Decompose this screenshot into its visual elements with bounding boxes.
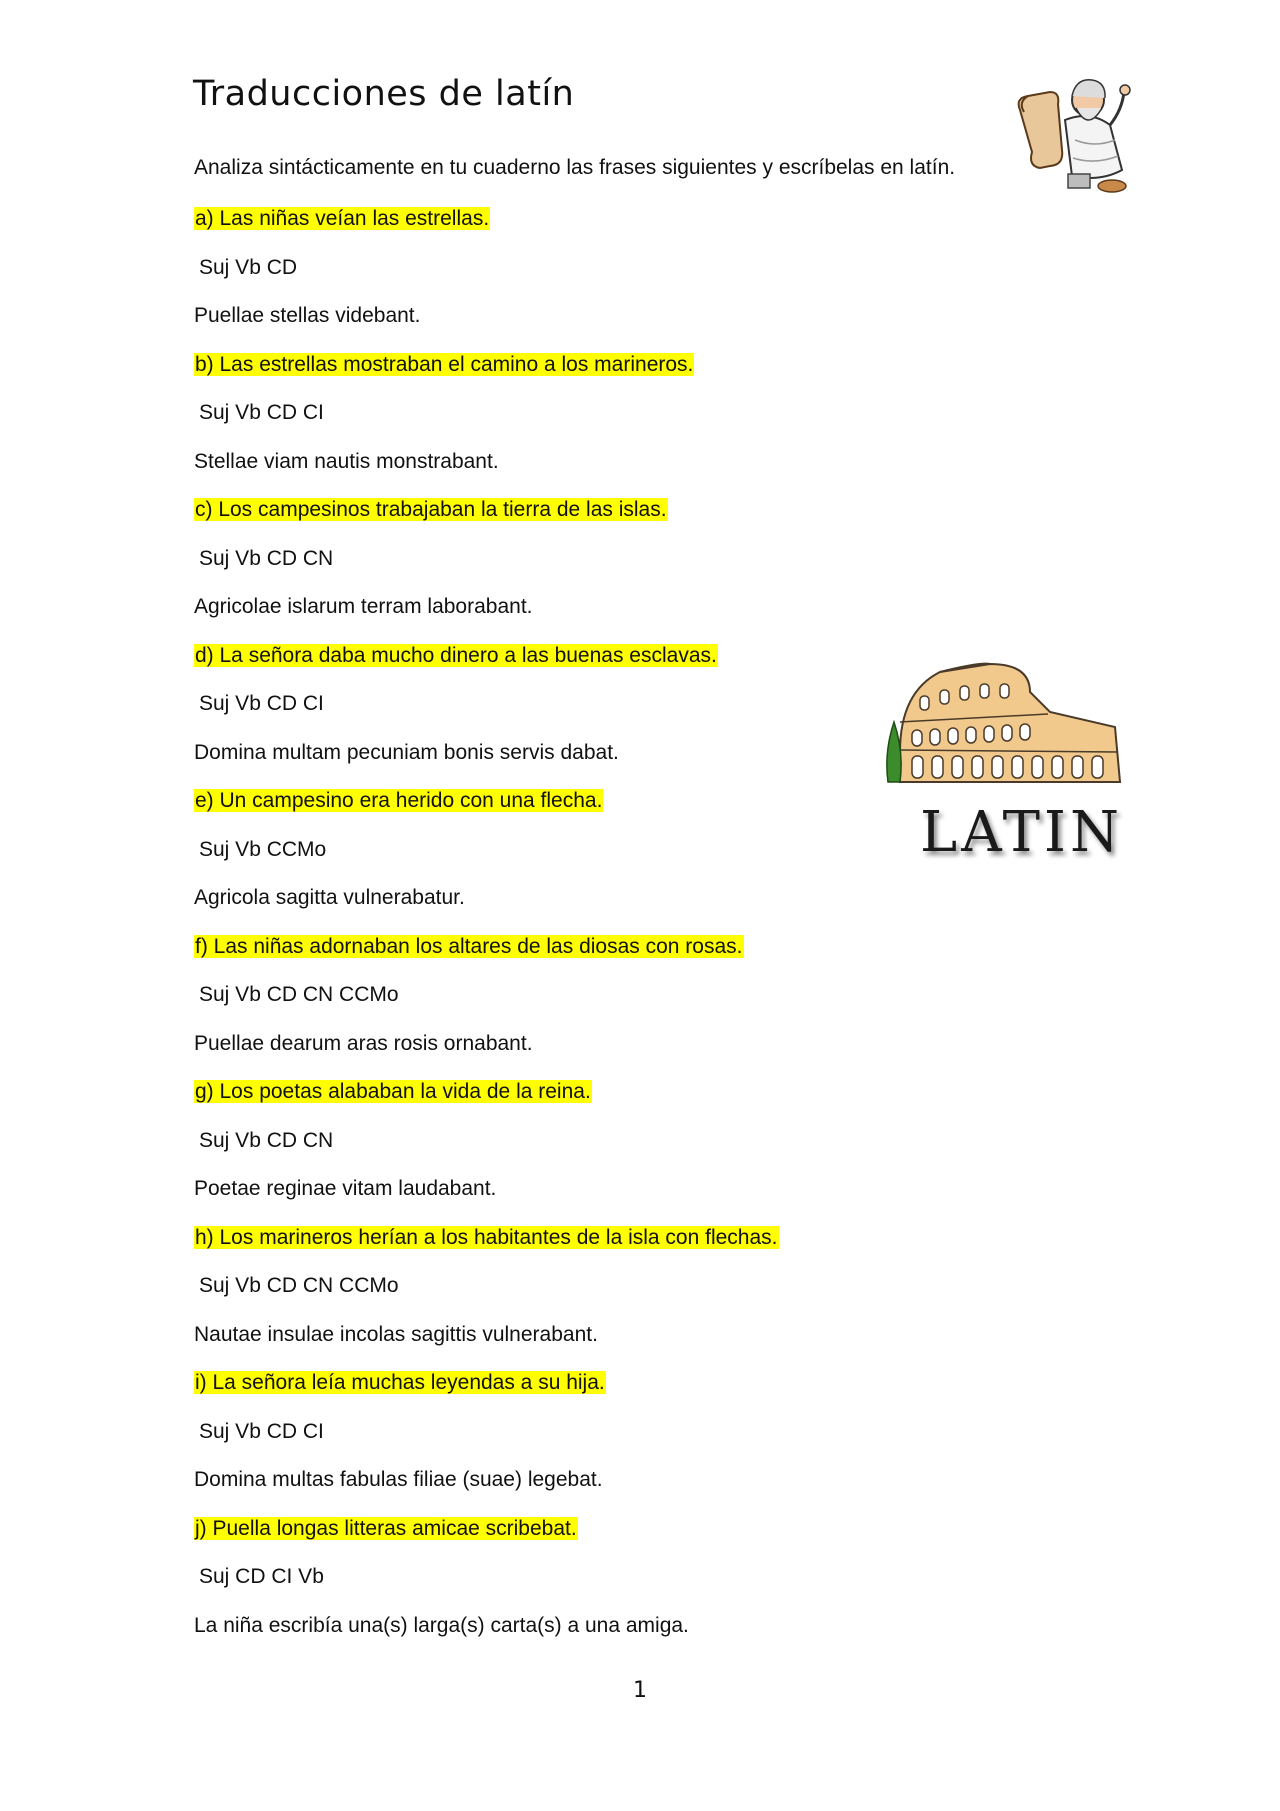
exercise-syntax: Suj CD CI Vb <box>199 1565 324 1588</box>
exercise-prompt: a) Las niñas veían las estrellas. <box>195 207 490 230</box>
exercise-syntax: Suj Vb CD CN <box>199 546 334 570</box>
exercise-prompt: b) Las estrellas mostraban el camino a los marineros. <box>195 352 694 376</box>
page-title: Traducciones de latín <box>193 74 575 114</box>
exercise-answer: Puellae stellas videbant. <box>194 304 421 327</box>
exercise-answer: Agricola sagitta vulnerabatur. <box>194 886 465 909</box>
page-number: 1 <box>633 1678 647 1703</box>
exercise-syntax: Suj Vb CD CI <box>199 1419 324 1443</box>
exercise-item <box>194 1077 894 1223</box>
exercise-item <box>194 932 894 1078</box>
exercise-answer: Poetae reginae vitam laudabant. <box>194 1177 497 1200</box>
exercise-answer: Domina multas fabulas filiae (suae) legebat. <box>194 1468 603 1491</box>
exercise-syntax: Suj Vb CD <box>199 255 298 279</box>
exercise-answer: Domina multam pecuniam bonis servis dabat. <box>194 740 619 764</box>
exercise-item <box>194 786 894 932</box>
exercise-list <box>194 204 894 1659</box>
exercise-item <box>194 1223 894 1369</box>
philosopher-illustration <box>1010 70 1150 195</box>
exercise-answer: Puellae dearum aras rosis ornabant. <box>194 1031 533 1055</box>
instructions: Analiza sintácticamente en tu cuaderno las frases siguientes y escríbelas en latín. <box>194 156 956 179</box>
exercise-item <box>194 1368 894 1514</box>
exercise-syntax: Suj Vb CD CN CCMo <box>199 983 399 1006</box>
exercise-prompt: g) Los poetas alababan la vida de la reina. <box>195 1080 591 1103</box>
exercise-prompt: d) La señora daba mucho dinero a las buenas esclavas. <box>195 643 717 667</box>
exercise-syntax: Suj Vb CD CN CCMo <box>199 1274 399 1297</box>
exercise-answer: Agricolae islarum terram laborabant. <box>194 595 533 618</box>
exercise-item <box>194 1514 894 1660</box>
exercise-answer: La niña escribía una(s) larga(s) carta(s) a una amiga. <box>194 1613 689 1637</box>
exercise-prompt: h) Los marineros herían a los habitantes de la isla con flechas. <box>195 1225 778 1249</box>
latin-logo-word: LATIN <box>920 800 1124 865</box>
exercise-item <box>194 641 894 787</box>
exercise-answer: Stellae viam nautis monstrabant. <box>194 449 499 473</box>
exercise-item <box>194 204 894 350</box>
exercise-prompt: f) Las niñas adornaban los altares de las diosas con rosas. <box>195 934 743 958</box>
exercise-syntax: Suj Vb CD CI <box>199 401 324 424</box>
exercise-prompt: j) Puella longas litteras amicae scribebat. <box>195 1516 577 1540</box>
exercise-prompt: e) Un campesino era herido con una flecha. <box>195 789 603 812</box>
exercise-answer: Nautae insulae incolas sagittis vulnerabant. <box>194 1322 598 1346</box>
exercise-syntax: Suj Vb CD CN <box>199 1128 334 1152</box>
exercise-prompt: c) Los campesinos trabajaban la tierra de las islas. <box>195 498 667 521</box>
exercise-syntax: Suj Vb CD CI <box>199 692 324 715</box>
exercise-prompt: i) La señora leía muchas leyendas a su hija. <box>195 1371 605 1394</box>
exercise-syntax: Suj Vb CCMo <box>199 837 327 861</box>
exercise-item <box>194 350 894 496</box>
exercise-item <box>194 495 894 641</box>
